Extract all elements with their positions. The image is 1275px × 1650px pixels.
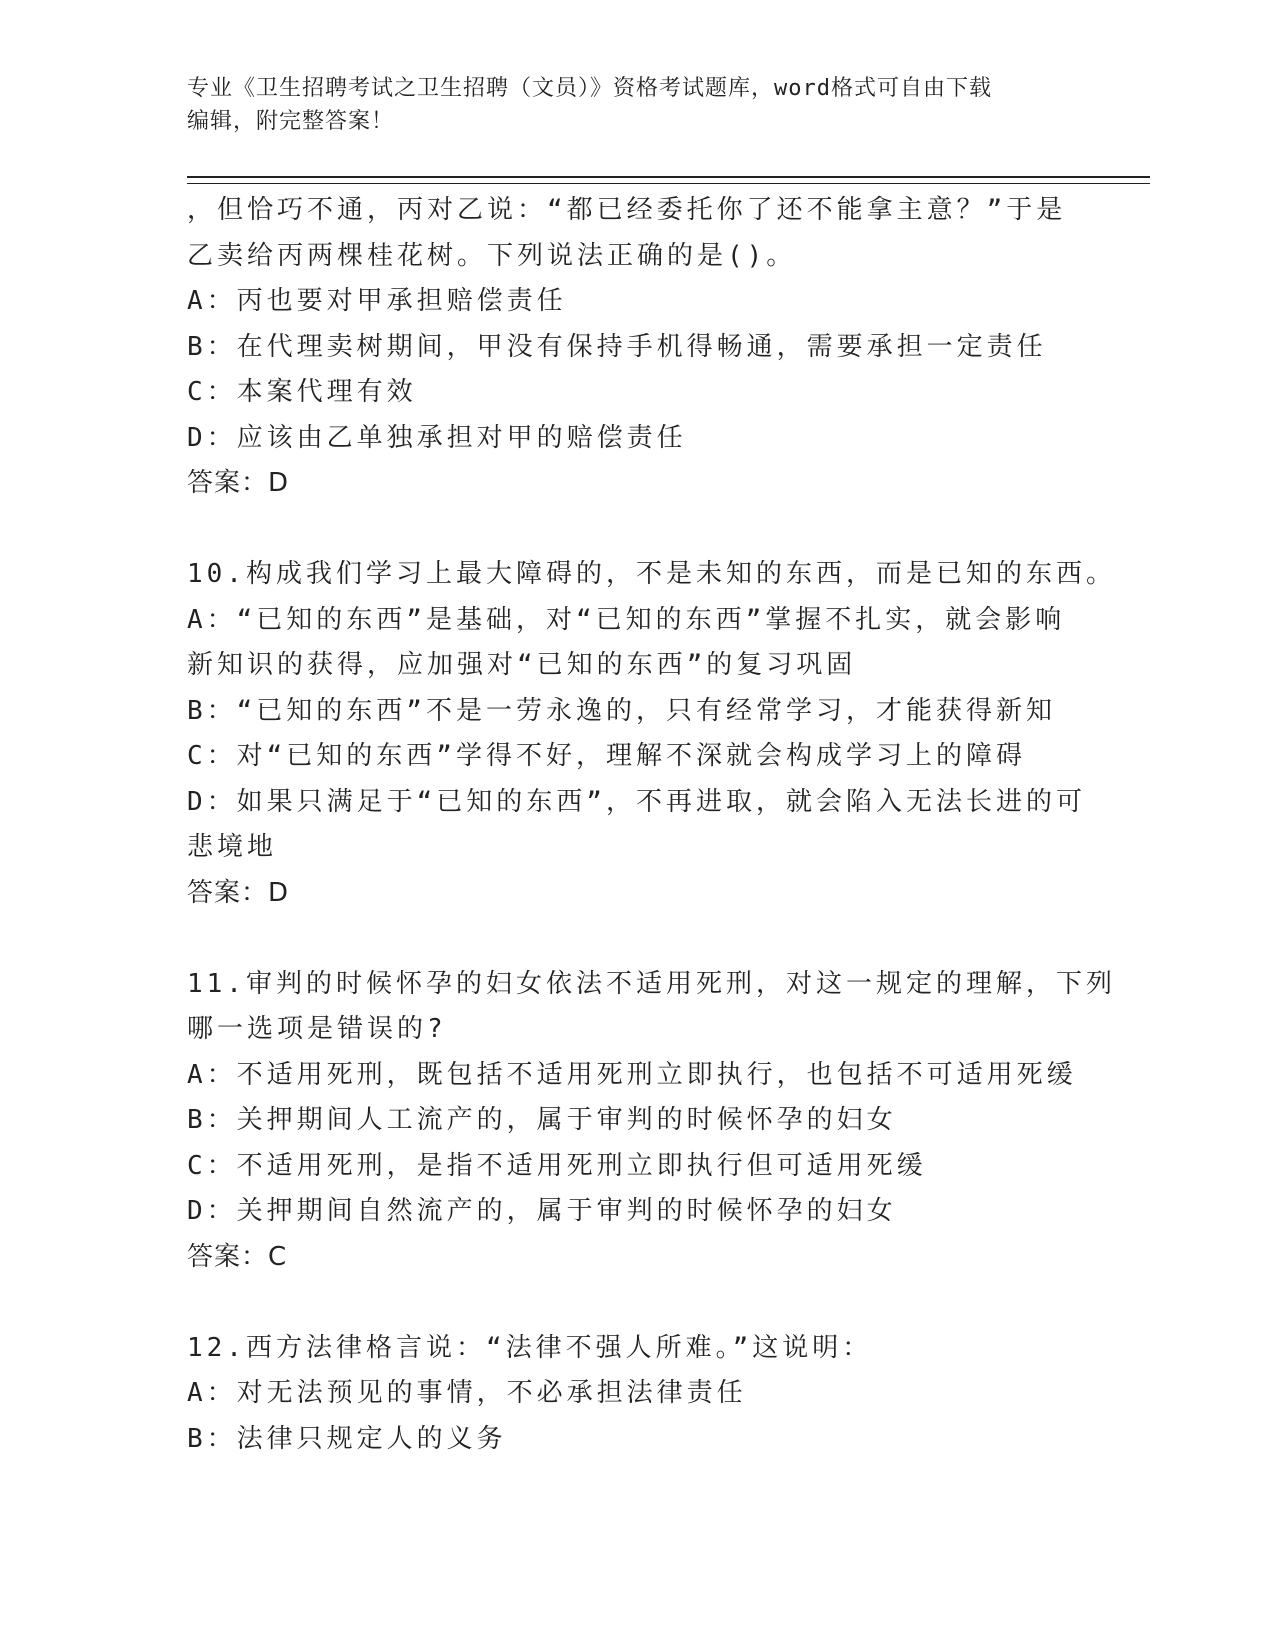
question-11 — [187, 962, 1116, 1281]
question-10-option-c: C：对“已知的东西”学得不好，理解不深就会构成学习上的障碍 — [187, 741, 1026, 771]
spacer — [187, 916, 1087, 962]
question-11-option-d: D：关押期间自然流产的，属于审判的时候怀孕的妇女 — [187, 1196, 897, 1226]
question-10-option-a-line-1: A：“已知的东西”是基础，对“已知的东西”掌握不扎实，就会影响 — [187, 604, 1066, 635]
question-10-answer: 答案：D — [187, 877, 290, 908]
question-11-option-a: A：不适用死刑，既包括不适用死刑立即执行，也包括不可适用死缓 — [187, 1059, 1077, 1090]
question-11-option-c: C：不适用死刑，是指不适用死刑立即执行但可适用死缓 — [187, 1150, 927, 1181]
header-line-2: 编辑，附完整答案！ — [187, 109, 395, 134]
question-10-stem: 10.构成我们学习上最大障碍的，不是未知的东西，而是已知的东西。 — [187, 559, 1116, 589]
question-11-stem-line-1: 11.审判的时候怀孕的妇女依法不适用死刑，对这一规定的理解，下列 — [187, 968, 1116, 999]
header-divider — [187, 176, 1150, 184]
header-line-1: 专业《卫生招聘考试之卫生招聘（文员）》资格考试题库，word格式可自由下载 — [187, 76, 992, 101]
question-9-option-d: D：应该由乙单独承担对甲的赔偿责任 — [187, 422, 687, 453]
spacer — [187, 507, 1087, 553]
question-9 — [187, 188, 1087, 507]
question-10 — [187, 552, 1116, 916]
question-9-option-c: C：本案代理有效 — [187, 377, 417, 407]
question-9-stem-continuation-1: ，但恰巧不通，丙对乙说：“都已经委托你了还不能拿主意？”于是 — [187, 195, 1067, 225]
question-list — [187, 188, 1116, 1462]
question-10-option-b: B：“已知的东西”不是一劳永逸的，只有经常学习，才能获得新知 — [187, 695, 1056, 726]
question-12-stem: 12.西方法律格言说：“法律不强人所难。”这说明： — [187, 1332, 873, 1363]
question-10-option-d-line-2: 悲境地 — [187, 832, 278, 862]
question-11-option-b: B：关押期间人工流产的，属于审判的时候怀孕的妇女 — [187, 1105, 897, 1135]
spacer — [187, 1280, 1087, 1326]
question-12 — [187, 1326, 1087, 1463]
document-header — [187, 72, 1067, 138]
question-9-stem-continuation-2: 乙卖给丙两棵桂花树。下列说法正确的是()。 — [187, 240, 797, 271]
question-10-option-a-line-2: 新知识的获得，应加强对“已知的东西”的复习巩固 — [187, 650, 857, 680]
question-12-option-b: B：法律只规定人的义务 — [187, 1423, 507, 1454]
question-9-option-a: A：丙也要对甲承担赔偿责任 — [187, 286, 567, 316]
question-11-answer: 答案：C — [187, 1241, 288, 1272]
question-12-option-a: A：对无法预见的事情，不必承担法律责任 — [187, 1378, 747, 1408]
question-9-answer: 答案：D — [187, 468, 290, 498]
question-11-stem-line-2: 哪一选项是错误的? — [187, 1014, 447, 1044]
question-9-option-b: B：在代理卖树期间，甲没有保持手机得畅通，需要承担一定责任 — [187, 331, 1047, 362]
question-10-option-d-line-1: D：如果只满足于“已知的东西”，不再进取，就会陷入无法长进的可 — [187, 786, 1086, 817]
